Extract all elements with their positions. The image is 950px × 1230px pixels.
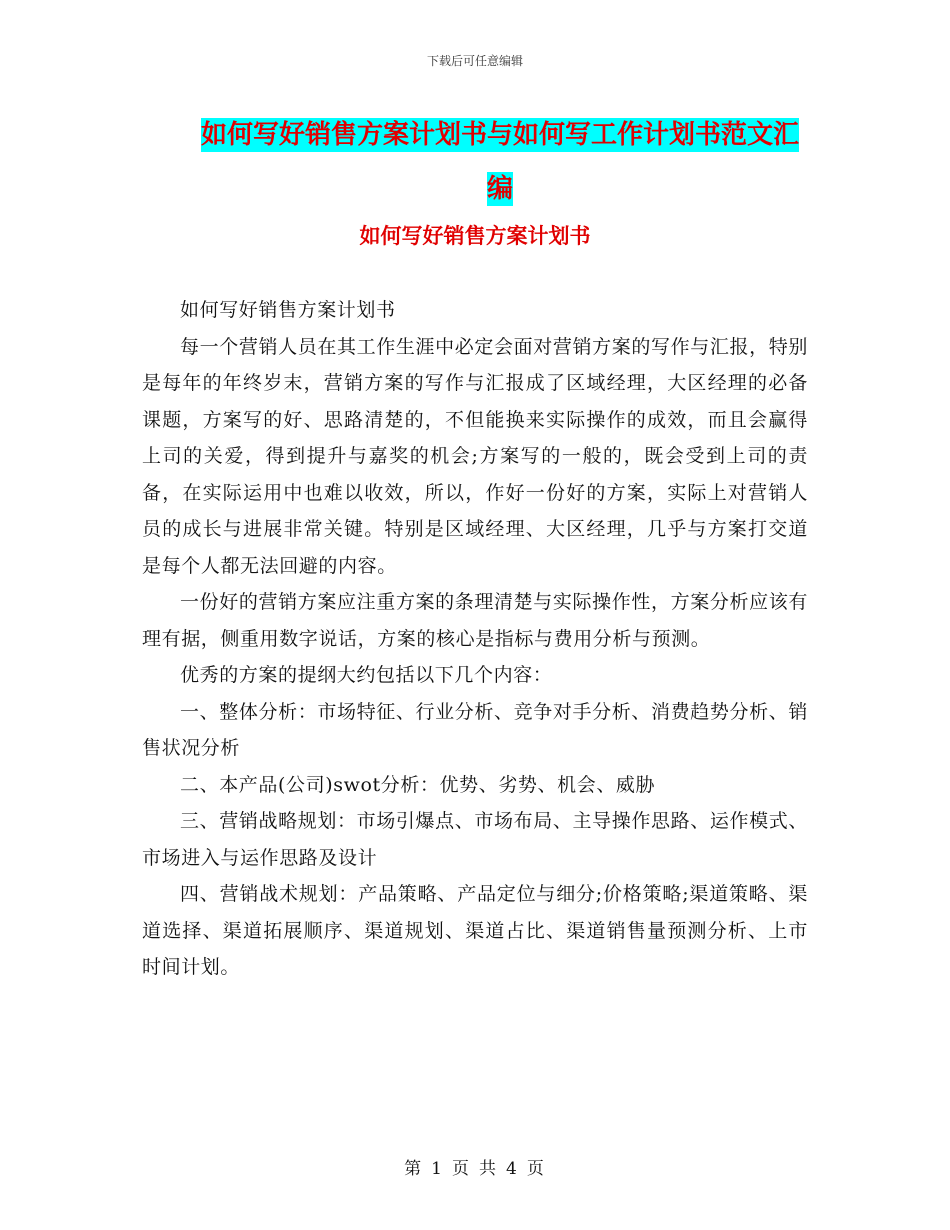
document-title <box>190 108 810 216</box>
document-title-text: 如何写好销售方案计划书与如何写工作计划书范文汇编 <box>200 120 799 204</box>
page-label: 页 <box>526 1159 546 1179</box>
page-header: 下载后可任意编辑 <box>426 54 523 68</box>
paragraph: 一、整体分析：市场特征、行业分析、竞争对手分析、消费趋势分析、销售状况分析 <box>142 700 808 759</box>
paragraph: 二、本产品(公司)swot分析：优势、劣势、机会、威胁 <box>180 773 656 796</box>
paragraph: 如何写好销售方案计划书 <box>180 299 396 321</box>
page-total: 4 <box>506 1159 519 1179</box>
section-title: 如何写好销售方案计划书 <box>359 223 591 248</box>
paragraph: 三、营销战略规划：市场引爆点、市场布局、主导操作思路、运作模式、市场进入与运作思路及设计 <box>142 810 808 869</box>
document-body <box>142 292 808 986</box>
page-footer <box>0 1154 950 1179</box>
page-label: 页 <box>452 1159 471 1179</box>
paragraph: 优秀的方案的提纲大约包括以下几个内容： <box>180 664 553 686</box>
page-current: 1 <box>431 1159 444 1179</box>
page-label: 共 <box>479 1159 498 1179</box>
paragraph: 一份好的营销方案应注重方案的条理清楚与实际操作性，方案分析应该有理有据，侧重用数字说话，方案的核心是指标与费用分析与预测。 <box>142 591 808 650</box>
paragraph: 四、营销战术规划：产品策略、产品定位与细分;价格策略;渠道策略、渠道选择、渠道拓展顺序、渠道规划、渠道占比、渠道销售量预测分析、上市时间计划。 <box>142 883 808 978</box>
page-label: 第 <box>404 1159 424 1179</box>
paragraph: 每一个营销人员在其工作生涯中必定会面对营销方案的写作与汇报，特别是每年的年终岁末，营销方案的写作与汇报成了区域经理，大区经理的必备课题，方案写的好、思路清楚的，不但能换来实际操作的成效，而且会赢得上司的关爱，得到提升与嘉奖的机会;方案写的一般的，既会受到上司的责备，在实际运用中也难以收效，所以，作好一份好的方案，实际上对营销人员的成长与进展非常关键。特别是区域经理、大区经理，几乎与方案打交道是每个人都无法回避的内容。 <box>142 335 808 577</box>
